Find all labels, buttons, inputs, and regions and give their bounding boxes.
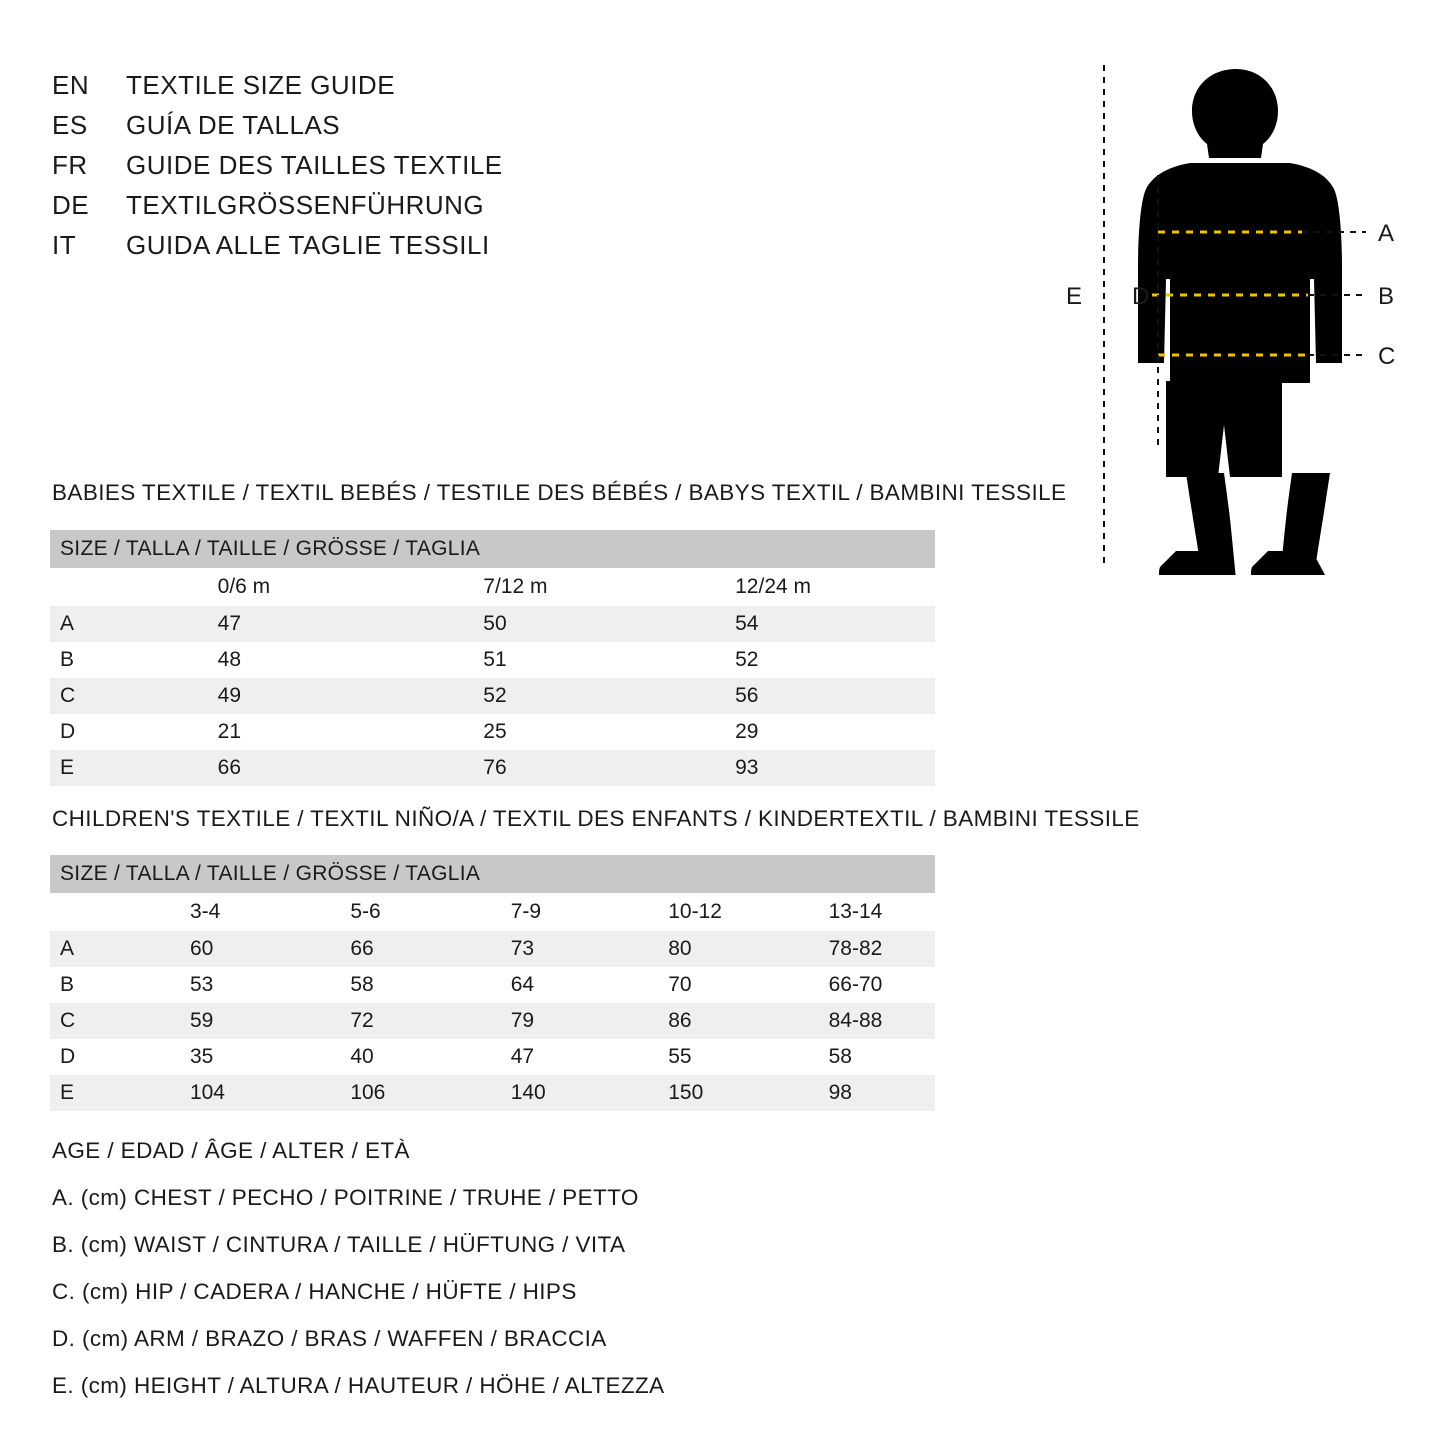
table-header-row (50, 568, 935, 606)
column-header: 7/12 m (431, 568, 683, 606)
column-header: 13-14 (777, 893, 935, 931)
cell-value: 35 (96, 1039, 298, 1075)
column-header: 10-12 (616, 893, 776, 931)
cell-value: 52 (683, 642, 935, 678)
cell-value: 58 (298, 967, 458, 1003)
children-section-title: CHILDREN'S TEXTILE / TEXTIL NIÑO/A / TEXTIL DES ENFANTS / KINDERTEXTIL / BAMBINI TESSILE (52, 806, 1140, 831)
column-header (50, 893, 96, 931)
row-label: A (50, 931, 96, 967)
cell-value: 70 (616, 967, 776, 1003)
cell-value: 78-82 (777, 931, 935, 967)
band-label: SIZE / TALLA / TAILLE / GRÖSSE / TAGLIA (50, 855, 935, 893)
language-code: ES (52, 110, 88, 140)
cell-value: 86 (616, 1003, 776, 1039)
marker-label-a: A (1378, 220, 1395, 247)
language-code: DE (52, 190, 90, 220)
cell-value: 66-70 (777, 967, 935, 1003)
row-label: C (50, 678, 124, 714)
table-row (50, 606, 935, 642)
band-label: SIZE / TALLA / TAILLE / GRÖSSE / TAGLIA (50, 530, 935, 568)
language-code: IT (52, 230, 77, 260)
language-title: TEXTILE SIZE GUIDE (126, 70, 396, 100)
cell-value: 104 (96, 1075, 298, 1111)
cell-value: 48 (124, 642, 432, 678)
row-label: B (50, 967, 96, 1003)
cell-value: 66 (298, 931, 458, 967)
legend-item: AGE / EDAD / ÂGE / ALTER / ETÀ (52, 1138, 410, 1163)
children-size-table (50, 855, 935, 1111)
marker-label-d: D (1132, 283, 1150, 310)
row-label: E (50, 1075, 96, 1111)
row-label: A (50, 606, 124, 642)
cell-value: 51 (431, 642, 683, 678)
language-title-list (52, 70, 692, 270)
legend-item: E. (cm) HEIGHT / ALTURA / HAUTEUR / HÖHE / ALTEZZA (52, 1373, 665, 1398)
language-row (52, 150, 692, 181)
column-header: 0/6 m (124, 568, 432, 606)
row-label: C (50, 1003, 96, 1039)
table-row (50, 750, 935, 786)
language-code: FR (52, 150, 88, 180)
cell-value: 59 (96, 1003, 298, 1039)
table-row (50, 1003, 935, 1039)
column-header: 5-6 (298, 893, 458, 931)
child-silhouette-icon (1138, 69, 1342, 575)
cell-value: 73 (459, 931, 617, 967)
babies-section-title: BABIES TEXTILE / TEXTIL BEBÉS / TESTILE DES BÉBÉS / BABYS TEXTIL / BAMBINI TESSILE (52, 480, 1067, 505)
table-row (50, 1075, 935, 1111)
cell-value: 58 (777, 1039, 935, 1075)
cell-value: 47 (124, 606, 432, 642)
column-header: 7-9 (459, 893, 617, 931)
cell-value: 64 (459, 967, 617, 1003)
cell-value: 60 (96, 931, 298, 967)
marker-label-c: C (1378, 343, 1396, 370)
cell-value: 25 (431, 714, 683, 750)
cell-value: 54 (683, 606, 935, 642)
column-header (50, 568, 124, 606)
language-row (52, 230, 692, 261)
cell-value: 98 (777, 1075, 935, 1111)
cell-value: 140 (459, 1075, 617, 1111)
measurement-legend (52, 1138, 952, 1420)
table-row (50, 642, 935, 678)
table-row (50, 678, 935, 714)
cell-value: 21 (124, 714, 432, 750)
table-band-row (50, 530, 935, 568)
cell-value: 76 (431, 750, 683, 786)
cell-value: 72 (298, 1003, 458, 1039)
language-row (52, 110, 692, 141)
table-row (50, 1039, 935, 1075)
cell-value: 49 (124, 678, 432, 714)
table-band-row (50, 855, 935, 893)
cell-value: 55 (616, 1039, 776, 1075)
language-row (52, 70, 692, 101)
row-label: B (50, 642, 124, 678)
cell-value: 150 (616, 1075, 776, 1111)
legend-item: A. (cm) CHEST / PECHO / POITRINE / TRUHE / PETTO (52, 1185, 639, 1210)
cell-value: 52 (431, 678, 683, 714)
cell-value: 93 (683, 750, 935, 786)
babies-size-table (50, 530, 935, 786)
cell-value: 29 (683, 714, 935, 750)
cell-value: 50 (431, 606, 683, 642)
language-title: GUIDA ALLE TAGLIE TESSILI (126, 230, 490, 260)
table-row (50, 931, 935, 967)
language-title: GUIDE DES TAILLES TEXTILE (126, 150, 503, 180)
marker-label-e: E (1066, 283, 1083, 310)
language-code: EN (52, 70, 90, 100)
column-header: 12/24 m (683, 568, 935, 606)
row-label: D (50, 714, 124, 750)
column-header: 3-4 (96, 893, 298, 931)
language-row (52, 190, 692, 221)
cell-value: 106 (298, 1075, 458, 1111)
cell-value: 84-88 (777, 1003, 935, 1039)
legend-item: C. (cm) HIP / CADERA / HANCHE / HÜFTE / HIPS (52, 1279, 577, 1304)
row-label: E (50, 750, 124, 786)
row-label: D (50, 1039, 96, 1075)
table-row (50, 714, 935, 750)
cell-value: 66 (124, 750, 432, 786)
table-header-row (50, 893, 935, 931)
cell-value: 79 (459, 1003, 617, 1039)
table-row (50, 967, 935, 1003)
language-title: TEXTILGRÖSSENFÜHRUNG (126, 190, 485, 220)
cell-value: 56 (683, 678, 935, 714)
cell-value: 47 (459, 1039, 617, 1075)
cell-value: 53 (96, 967, 298, 1003)
language-title: GUÍA DE TALLAS (126, 110, 341, 140)
marker-label-b: B (1378, 283, 1395, 310)
cell-value: 80 (616, 931, 776, 967)
legend-item: B. (cm) WAIST / CINTURA / TAILLE / HÜFTUNG / VITA (52, 1232, 626, 1257)
cell-value: 40 (298, 1039, 458, 1075)
measurement-figure (1040, 55, 1430, 575)
legend-item: D. (cm) ARM / BRAZO / BRAS / WAFFEN / BRACCIA (52, 1326, 607, 1351)
